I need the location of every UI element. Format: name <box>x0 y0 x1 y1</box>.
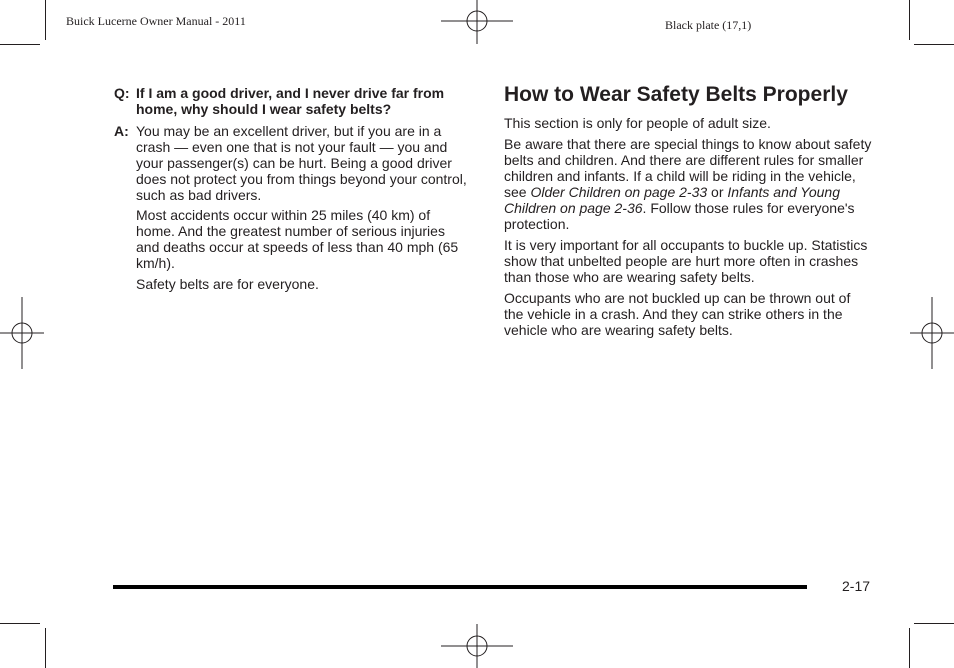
answer-paragraph-2: Most accidents occur within 25 miles (40 km) of home. And the greatest number of serious injuries and deaths occur at speeds of less than 40 mph (65 km/h). <box>136 207 459 271</box>
crop-mark-top-right-vertical <box>909 0 910 40</box>
paragraph-children-text-2: or <box>707 184 728 200</box>
answer-paragraph-3: Safety belts are for everyone. <box>136 276 319 292</box>
header-manual-title: Buick Lucerne Owner Manual - 2011 <box>66 14 246 28</box>
question-tag: Q: <box>114 85 130 101</box>
link-older-children[interactable]: Older Children on page 2‑33 <box>530 184 708 200</box>
left-column <box>114 85 470 297</box>
section-heading: How to Wear Safety Belts Properly <box>504 83 848 106</box>
answer-block <box>114 123 470 203</box>
paragraph-children-text-3: . Follow those rules for everyone's protection. <box>504 200 855 232</box>
answer-paragraph-1: You may be an excellent driver, but if you are in a crash — even one that is not your fault — you and your passenger(s) can be hurt. Being a good driver does not protect you from things beyond your control, such as bad drivers. <box>136 123 467 203</box>
header-plate-info: Black plate (17,1) <box>665 18 752 32</box>
crop-mark-bottom-left-horizontal <box>0 623 40 624</box>
crop-mark-bottom-right-horizontal <box>914 623 954 624</box>
paragraph-adult-size: This section is only for people of adult size. <box>504 115 771 131</box>
crop-mark-bottom-left-vertical <box>45 628 46 668</box>
link-infants-young-children[interactable]: Infants and Young Children on page 2‑36 <box>504 184 840 216</box>
registration-mark-bottom-icon <box>441 624 513 668</box>
paragraph-children-rules <box>504 136 872 232</box>
paragraph-buckle-up: It is very important for all occupants to buckle up. Statistics show that unbelted people are hurt more often in crashes than those who are wearing safety belts. <box>504 237 868 285</box>
footer-rule <box>113 585 807 589</box>
registration-mark-top-icon <box>441 0 513 44</box>
page-number: 2-17 <box>842 578 871 594</box>
paragraph-thrown-out: Occupants who are not buckled up can be thrown out of the vehicle in a crash. And they can strike others in the vehicle who are wearing safety belts. <box>504 290 851 338</box>
question-block <box>114 85 470 117</box>
crop-mark-top-right-horizontal <box>914 44 954 45</box>
crop-mark-bottom-right-vertical <box>909 628 910 668</box>
answer-tag: A: <box>114 123 129 139</box>
registration-mark-left-icon <box>0 297 44 369</box>
registration-mark-right-icon <box>910 297 954 369</box>
crop-mark-top-left-horizontal <box>0 44 40 45</box>
question-text: If I am a good driver, and I never drive far from home, why should I wear safety belts? <box>136 85 445 117</box>
crop-mark-top-left-vertical <box>45 0 46 40</box>
paragraph-children-text-1: Be aware that there are special things to know about safety belts and children. And there are different rules for smaller children and infants. If a child will be riding in the vehicle, see <box>504 136 872 200</box>
right-column <box>504 83 872 343</box>
